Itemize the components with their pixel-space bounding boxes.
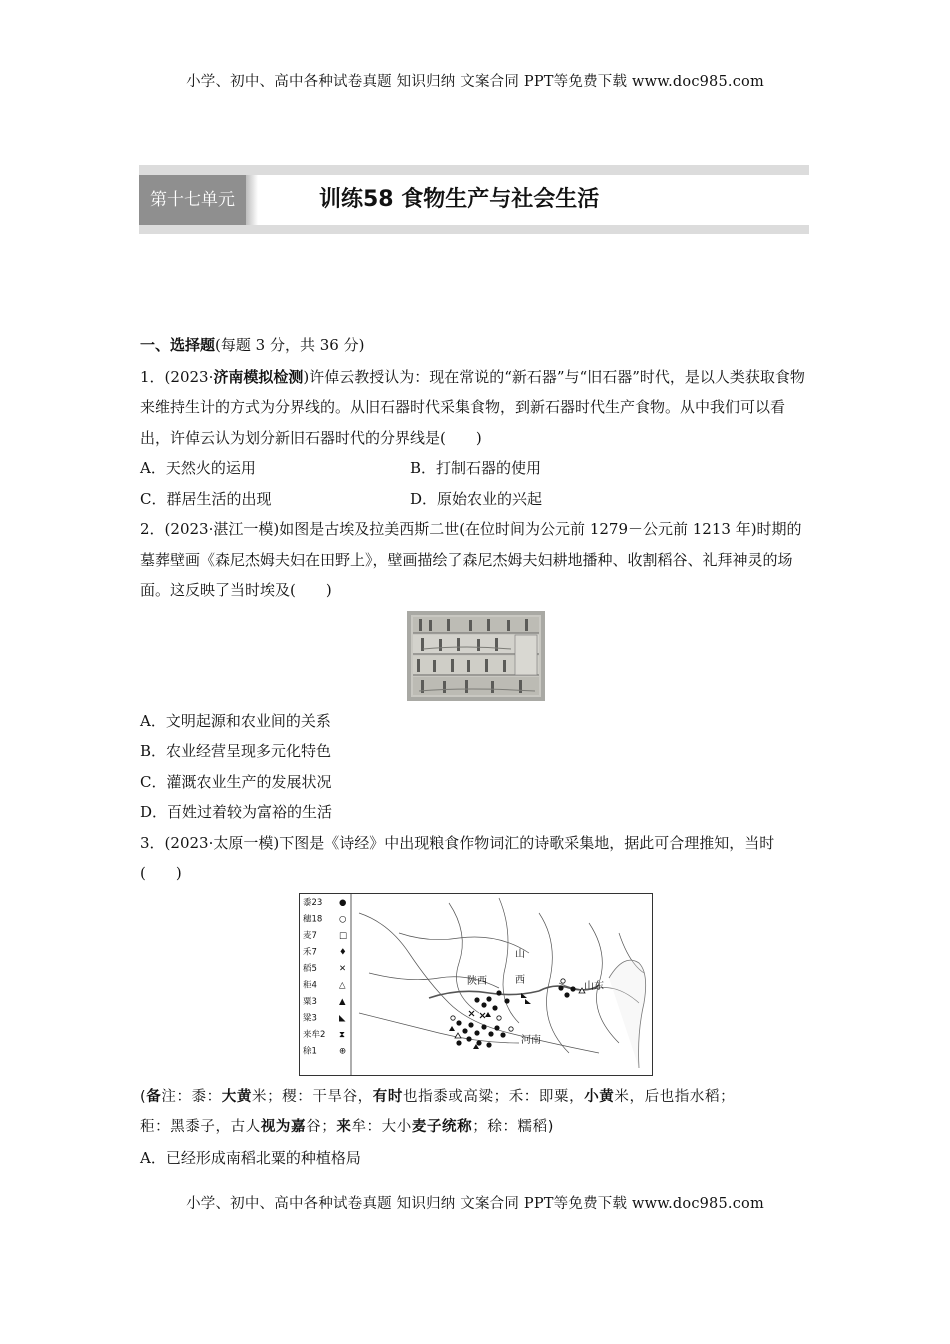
legend-label: 秬4 bbox=[303, 980, 317, 990]
q3-note-line1: (备注：黍：大黄米；稷：干旱谷，有时也指黍或高粱；禾：即粟，小黄米，后也指水稻； bbox=[140, 1088, 736, 1105]
lesson-title: 训练58 食物生产与社会生活 bbox=[319, 187, 600, 212]
q3-source: (2023·太原一模) bbox=[164, 833, 280, 852]
q1-option-c[interactable]: C．群居生活的出现 bbox=[140, 489, 272, 508]
legend-label: 来牟2 bbox=[303, 1029, 326, 1040]
q1-option-d[interactable]: D．原始农业的兴起 bbox=[410, 489, 543, 508]
legend-label: 粟3 bbox=[303, 996, 317, 1007]
legend-symbol: ⧗ bbox=[339, 1029, 345, 1040]
legend-label: 麦7 bbox=[303, 930, 317, 941]
q3-note-line2: 秬：黑黍子，古人视为嘉谷；来牟：大小麦子统称；稌：糯稻) bbox=[140, 1119, 555, 1135]
map-label-xi: 西 bbox=[515, 974, 525, 986]
q2-option-d[interactable]: D．百姓过着较为富裕的生活 bbox=[140, 803, 333, 821]
map-label-shandong: 山东 bbox=[584, 980, 604, 992]
page-footer: 小学、初中、高中各种试卷真题 知识归纳 文案合同 PPT等免费下载 www.doc985.com bbox=[186, 1196, 764, 1212]
banner-bottom-strip bbox=[139, 225, 809, 234]
banner-shadow bbox=[246, 175, 258, 225]
q2-option-c[interactable]: C．灌溉农业生产的发展状况 bbox=[140, 772, 332, 791]
legend-label: 黍23 bbox=[303, 897, 323, 908]
q2-figure bbox=[140, 606, 812, 706]
legend-symbol: ● bbox=[339, 897, 347, 908]
question-body bbox=[140, 330, 812, 1173]
question-2: 2．(2023·湛江一模)如图是古埃及拉美西斯二世(在位时间为公元前 1279－公元前 1213 年)时期的墓葬壁画《森尼杰姆夫妇在田野上》，壁画描绘了森尼杰姆夫妇耕地播种、收割稻谷、礼拜神灵的场面。这反映了当时埃及( ) bbox=[140, 520, 802, 599]
q3-stem: 下图是《诗经》中出现粮食作物词汇的诗歌采集地，据此可合理推知，当时( ) bbox=[140, 833, 775, 882]
question-1: 1．(2023·济南模拟检测)许倬云教授认为：现在常说的“新石器”与“旧石器”时代，是以人类获取食物来维持生计的方式为分界线的。从旧石器时代采集食物，到新石器时代生产食物。从中我们可以看出，许倬云认为划分新旧石器时代的分界线是( ) bbox=[140, 367, 805, 447]
banner-top-strip bbox=[139, 165, 809, 175]
legend-symbol: ✕ bbox=[339, 963, 347, 974]
legend-label: 穗18 bbox=[303, 914, 323, 924]
q2-option-a[interactable]: A．文明起源和农业间的关系 bbox=[140, 711, 331, 730]
egyptian-mural-image bbox=[407, 611, 545, 701]
map-label-shan: 山 bbox=[515, 948, 525, 960]
unit-label: 第十七单元 bbox=[139, 175, 246, 225]
legend-symbol: ⊕ bbox=[339, 1046, 347, 1056]
q2-source: (2023·湛江一模) bbox=[164, 520, 280, 538]
section-heading: 一、选择题(每题 3 分，共 36 分) bbox=[140, 336, 365, 354]
q1-stem: 许倬云教授认为：现在常说的“新石器”与“旧石器”时代，是以人类获取食物来维持生计的方式为分界线的。从旧石器时代采集食物，到新石器时代生产食物。从中我们可以看出，许倬云认为划分新旧石器时代的分界线是( ) bbox=[140, 367, 805, 447]
page-header: 小学、初中、高中各种试卷真题 知识归纳 文案合同 PPT等免费下载 www.doc985.com bbox=[186, 74, 764, 90]
q1-option-a[interactable]: A．天然火的运用 bbox=[140, 459, 256, 477]
q1-source: 济南模拟检测 bbox=[213, 367, 304, 386]
q1-options-row1 bbox=[140, 453, 812, 484]
legend-label: 禾7 bbox=[303, 947, 317, 957]
legend-symbol: □ bbox=[339, 930, 348, 941]
crop-distribution-map bbox=[299, 893, 653, 1076]
legend-label: 粱3 bbox=[303, 1013, 317, 1023]
unit-banner bbox=[139, 165, 809, 237]
q2-option-b[interactable]: B．农业经营呈现多元化特色 bbox=[140, 742, 332, 760]
legend-symbol: ▲ bbox=[339, 996, 346, 1007]
question-3: 3．(2023·太原一模)下图是《诗经》中出现粮食作物词汇的诗歌采集地，据此可合理推知，当时( ) bbox=[140, 833, 775, 882]
q3-option-a[interactable]: A．已经形成南稻北粟的种植格局 bbox=[140, 1148, 361, 1167]
q1-options-row2 bbox=[140, 484, 812, 515]
map-label-henan: 河南 bbox=[521, 1034, 541, 1046]
q1-option-b[interactable]: B．打制石器的使用 bbox=[410, 459, 542, 477]
legend-symbol: △ bbox=[339, 980, 346, 990]
legend-symbol: ○ bbox=[339, 914, 347, 924]
legend-label: 稌1 bbox=[303, 1046, 317, 1056]
q2-stem: 如图是古埃及拉美西斯二世(在位时间为公元前 1279－公元前 1213 年)时期的墓葬壁画《森尼杰姆夫妇在田野上》，壁画描绘了森尼杰姆夫妇耕地播种、收割稻谷、礼拜神灵的场面。这反映了当时埃及( ) bbox=[140, 520, 802, 599]
legend-symbol: ◣ bbox=[339, 1013, 346, 1023]
q3-figure bbox=[140, 889, 812, 1082]
legend-symbol: ♦ bbox=[339, 947, 347, 957]
legend-label: 稻5 bbox=[303, 963, 317, 974]
map-label-shaanxi: 陕西 bbox=[467, 975, 487, 987]
